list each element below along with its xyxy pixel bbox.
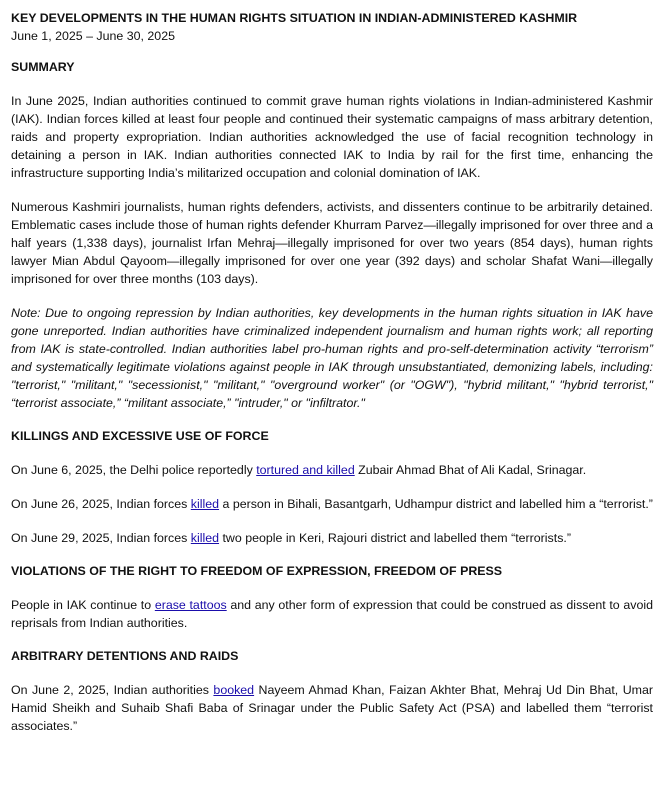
item-text-before: On June 29, 2025, Indian forces bbox=[11, 531, 191, 545]
item-text-after: Nayeem Ahmad Khan, Faizan Akhter Bhat, Mehraj Ud Din Bhat, Umar Hamid Sheikh and Suhaib Shafi Baba of Srinagar under the Public Safety Act (PSA) and labelled them “terrorist associates.” bbox=[11, 683, 653, 733]
killings-item-2 bbox=[11, 495, 653, 513]
item-text-after: two people in Keri, Rajouri district and labelled them “terrorists.” bbox=[219, 531, 571, 545]
document-title: KEY DEVELOPMENTS IN THE HUMAN RIGHTS SITUATION IN INDIAN-ADMINISTERED KASHMIR bbox=[11, 11, 578, 25]
summary-paragraph-2: Numerous Kashmiri journalists, human rights defenders, activists, and dissenters continue to be arbitrarily detained. Emblematic cases include those of human rights defender Khurram Parvez—illegally imprisoned for over three and a half years (1,338 days), journalist Irfan Mehraj—illegally imprisoned for over two years (854 days), human rights lawyer Mian Abdul Qayoom—illegally imprisoned for over one year (392 days) and scholar Shafat Wani—illegally imprisoned for over three months (103 days). bbox=[11, 200, 653, 286]
item-text-before: On June 6, 2025, the Delhi police reportedly bbox=[11, 463, 257, 477]
item-text-after: a person in Bihali, Basantgarh, Udhampur district and labelled him a “terrorist.” bbox=[219, 497, 653, 511]
expression-item-1 bbox=[11, 596, 653, 632]
summary-paragraph-1: In June 2025, Indian authorities continued to commit grave human rights violations in Indian-administered Kashmir (IAK). Indian forces killed at least four people and continued their systematic campaigns of mass arbitrary detention, raids and property expropriation. Indian authorities acknowledged the use of facial recognition technology in detaining a person in IAK. Indian authorities connected IAK to India by rail for the first time, enhancing the infrastructure supporting India’s militarized occupation and colonial domination of IAK. bbox=[11, 94, 653, 180]
detentions-item-1 bbox=[11, 681, 653, 735]
killings-item-1 bbox=[11, 461, 653, 479]
item-text-after: Zubair Ahmad Bhat of Ali Kadal, Srinagar. bbox=[354, 463, 587, 477]
source-link[interactable]: booked bbox=[213, 683, 255, 697]
source-link[interactable]: killed bbox=[190, 497, 220, 511]
detentions-heading: ARBITRARY DETENTIONS AND RAIDS bbox=[11, 649, 239, 663]
summary-heading: SUMMARY bbox=[11, 60, 75, 74]
item-text-before: People in IAK continue to bbox=[11, 598, 155, 612]
summary-note: Note: Due to ongoing repression by Indian authorities, key developments in the human rights situation in IAK have gone unreported. Indian authorities have criminalized independent journalism and human rights work; all reporting from IAK is state-controlled. Indian authorities label pro-human rights and pro-self-determination activity “terrorism” and systematically legitimate violations against people in IAK through unsubstantiated, demonizing labels, including: "terrorist," "militant," "secessionist," "militant," "overground worker" (or "OGW"), "hybrid militant," "hybrid terrorist," “terrorist associate,” “militant associate,” "intruder," or "infiltrator." bbox=[11, 306, 653, 410]
source-link[interactable]: killed bbox=[190, 531, 220, 545]
expression-heading: VIOLATIONS OF THE RIGHT TO FREEDOM OF EXPRESSION, FREEDOM OF PRESS bbox=[11, 564, 503, 578]
source-link[interactable]: tortured and killed bbox=[256, 463, 355, 477]
item-text-before: On June 2, 2025, Indian authorities bbox=[11, 683, 214, 697]
killings-heading: KILLINGS AND EXCESSIVE USE OF FORCE bbox=[11, 429, 269, 443]
source-link[interactable]: erase tattoos bbox=[154, 598, 227, 612]
item-text-after: and any other form of expression that could be construed as dissent to avoid reprisals from Indian authorities. bbox=[11, 598, 654, 630]
killings-item-3 bbox=[11, 529, 653, 547]
item-text-before: On June 26, 2025, Indian forces bbox=[11, 497, 191, 511]
date-range: June 1, 2025 – June 30, 2025 bbox=[11, 29, 175, 43]
